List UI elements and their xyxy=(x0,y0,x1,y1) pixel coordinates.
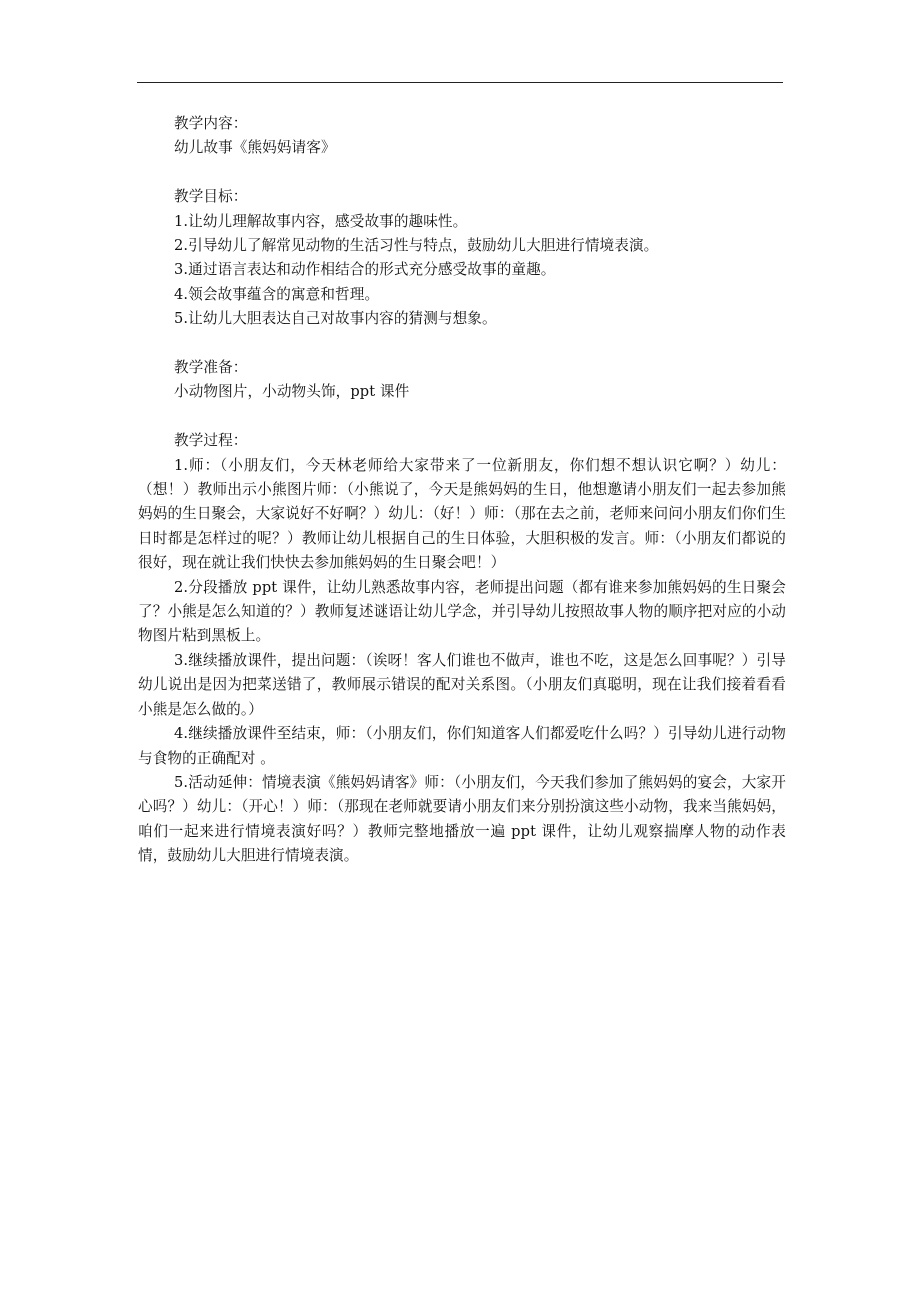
section-heading: 教学内容： xyxy=(174,115,248,132)
section-heading: 教学准备： xyxy=(174,359,248,377)
section-teaching-content xyxy=(138,112,786,161)
process-paragraph: 2.分段播放 ppt 课件，让幼儿熟悉故事内容，老师提出问题（都有谁来参加熊妈妈的生日聚会了？小熊是怎么知道的？）教师复述谜语让幼儿学念，并引导幼儿按照故事人物的顺序把对应的小动物图片粘到黑板上。 xyxy=(138,578,786,645)
document-body xyxy=(138,112,786,869)
process-paragraph: 3.继续播放课件，提出问题：（诶呀！客人们谁也不做声，谁也不吃，这是怎么回事呢？）引导幼儿说出是因为把菜送错了，教师展示错误的配对关系图。（小朋友们真聪明，现在让我们接着看看小熊是怎么做的。） xyxy=(138,651,786,718)
section-heading: 教学过程： xyxy=(174,432,248,450)
section-teaching-preparation xyxy=(138,356,786,405)
process-paragraph: 1.师：（小朋友们，今天林老师给大家带来了一位新朋友，你们想不想认识它啊？）幼儿：（想！）教师出示小熊图片师：（小熊说了，今天是熊妈妈的生日，他想邀请小朋友们一起去参加熊妈妈的生日聚会，大家说好不好啊？）幼儿：（好！）师：（那在去之前，老师来问问小朋友们你们生日时都是怎样过的呢？）教师让幼儿根据自己的生日体验，大胆积极的发言。师：（小朋友们都说的很好，现在就让我们快快去参加熊妈妈的生日聚会吧！） xyxy=(138,456,786,572)
process-paragraph: 4.继续播放课件至结束，师：（小朋友们，你们知道客人们都爱吃什么吗？）引导幼儿进行动物与食物的正确配对 。 xyxy=(138,725,786,767)
process-paragraph: 5.活动延伸：情境表演《熊妈妈请客》师：（小朋友们，今天我们参加了熊妈妈的宴会，大家开心吗？）幼儿：（开心！）师：（那现在老师就要请小朋友们来分别扮演这些小动物，我来当熊妈妈，咱们一起来进行情境表演好吗？）教师完整地播放一遍 ppt 课件，让幼儿观察揣摩人物的动作表情，鼓励幼儿大胆进行情境表演。 xyxy=(138,773,786,865)
section-teaching-goals xyxy=(138,185,786,331)
goal-item: 5.让幼儿大胆表达自己对故事内容的猜测与想象。 xyxy=(174,310,497,328)
section-heading: 教学目标： xyxy=(174,188,248,206)
goal-item: 1.让幼儿理解故事内容，感受故事的趣味性。 xyxy=(174,212,468,230)
preparation-line: 小动物图片，小动物头饰，ppt 课件 xyxy=(174,383,410,401)
goal-item: 3.通过语言表达和动作相结合的形式充分感受故事的童趣。 xyxy=(174,261,556,279)
content-line: 幼儿故事《熊妈妈请客》 xyxy=(174,139,336,157)
goal-item: 4.领会故事蕴含的寓意和哲理。 xyxy=(174,285,380,303)
goal-item: 2.引导幼儿了解常见动物的生活习性与特点，鼓励幼儿大胆进行情境表演。 xyxy=(174,237,659,255)
header-rule xyxy=(137,82,783,83)
section-teaching-process xyxy=(138,429,786,868)
